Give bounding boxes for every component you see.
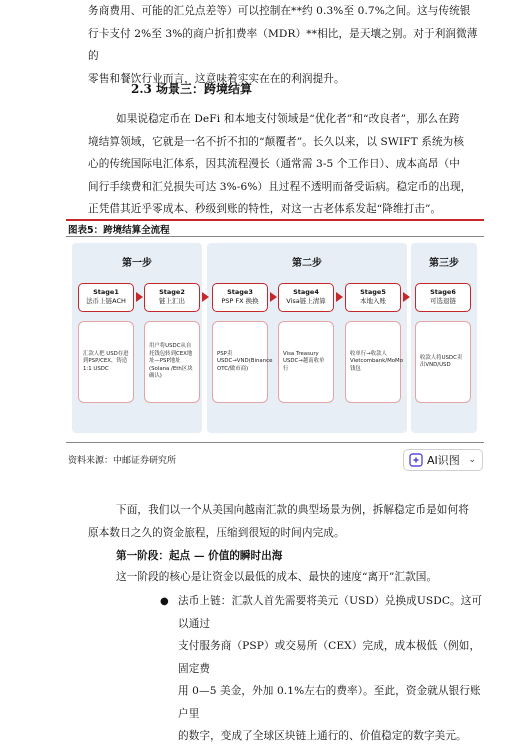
figure-source: 资料来源：中邮证券研究所 bbox=[68, 456, 177, 466]
detail-text: PSP卖USDC→VND(Binance OTC/做市商) bbox=[217, 350, 273, 372]
detail-text: Visa Treasury USDC→越南收单行 bbox=[283, 350, 325, 372]
phase-label: 第三步 bbox=[429, 258, 459, 269]
stage-3-detail bbox=[212, 321, 273, 403]
text-line: 的数字，变成了全球区块链上通行的、价值稳定的数字美元。 bbox=[178, 730, 467, 742]
stage-1-detail bbox=[78, 321, 134, 403]
stage-label: Stage2 bbox=[159, 288, 185, 296]
text-line: 正凭借其近乎零成本、秒级到账的特性，对这一古老体系发起“降维打击”。 bbox=[88, 203, 442, 215]
bullet-dot-icon: ● bbox=[160, 596, 169, 607]
stage-2-box bbox=[144, 283, 200, 312]
text-line: 下面，我们以一个从美国向越南汇款的典型场景为例，拆解稳定币是如何将 bbox=[116, 504, 469, 516]
detail-text: 汇款人把 USD存进到PSP/CEX，铸造1:1 USDC bbox=[83, 350, 129, 372]
section-heading: 2.3 场景三：跨境结算 bbox=[131, 82, 253, 96]
top-paragraph bbox=[88, 0, 488, 90]
stage-6-box bbox=[415, 283, 471, 312]
stage-label: Stage5 bbox=[360, 288, 386, 296]
ai-button-label: AI识图 bbox=[427, 454, 460, 467]
text-line: 用 0—5 美金，外加 0.1%左右的费率）。至此，资金就从银行账户里 bbox=[178, 685, 481, 720]
text-line: 境结算领域，它就是一名不折不扣的“颠覆者”。长久以来，以 SWIFT 系统为核 bbox=[88, 135, 465, 148]
text-line: 间行手续费和汇兑损失可达 3%-6%）且过程不透明而备受诟病。稳定币的出现， bbox=[88, 180, 472, 193]
figure-bottom-rule bbox=[66, 442, 484, 443]
bullet-paragraph bbox=[178, 590, 488, 748]
arrow-icon bbox=[403, 292, 410, 302]
text-line: 支付服务商（PSP）或交易所（CEX）完成，成本极低（例如，固定费 bbox=[178, 640, 481, 675]
chevron-down-icon[interactable]: ⌄ bbox=[468, 455, 476, 465]
stage-desc: 可选退链 bbox=[430, 297, 456, 305]
text-line: 法币上链：汇款人首先需要将美元（USD）兑换成USDC。这可以通过 bbox=[178, 595, 483, 630]
stage-2-detail bbox=[144, 321, 200, 403]
text-line: 务商费用、可能的汇兑点差等）可以控制在**约 0.3%至 0.7%之间。这与传统银 bbox=[88, 5, 471, 17]
figure-top-rule bbox=[66, 219, 484, 221]
stage-5-box bbox=[345, 283, 401, 312]
lower-paragraph bbox=[88, 499, 488, 544]
ai-recognize-button[interactable] bbox=[403, 449, 483, 471]
detail-text: 收款人将USDC卖出VND/USD bbox=[420, 354, 463, 368]
section-paragraph bbox=[88, 108, 488, 221]
stage-6-detail bbox=[415, 321, 471, 403]
stage-label: Stage3 bbox=[227, 288, 253, 296]
stage-5-detail bbox=[345, 321, 401, 403]
arrow-icon bbox=[270, 292, 277, 302]
phase-label: 第一步 bbox=[122, 258, 152, 269]
text-line: 心的传统国际电汇体系，因其流程漫长（通常需 3-5 个工作日）、成本高昂（中 bbox=[88, 158, 460, 170]
stage-1-box bbox=[78, 283, 134, 312]
stage-label: Stage4 bbox=[293, 288, 319, 296]
arrow-icon bbox=[136, 292, 143, 302]
ai-sparkle-icon bbox=[409, 453, 423, 467]
detail-text: 用户将USDC从自托钱包转到CEX地址—PSP地址(Solana /Eth区块确认) bbox=[149, 343, 193, 380]
stage-desc: 链上汇出 bbox=[159, 297, 185, 305]
stage-label: Stage1 bbox=[93, 288, 119, 296]
figure-title: 图表5：跨境结算全流程 bbox=[68, 225, 170, 236]
text-line: 零售和餐饮行业而言，这意味着实实在在的利润提升。 bbox=[88, 72, 345, 85]
stage-desc: 法币上链ACH bbox=[86, 297, 126, 305]
text-line: 行卡支付 2%至 3%的商户折扣费率（MDR）**相比，是天壤之别。对于利润微薄的 bbox=[88, 27, 478, 62]
text-line: 原本数日之久的资金旅程，压缩到很短的时间内完成。 bbox=[88, 526, 345, 539]
text-line: 这一阶段的核心是让资金以最低的成本、最快的速度“离开”汇款国。 bbox=[116, 571, 438, 583]
figure-title-rule bbox=[66, 236, 484, 237]
phase-heading: 第一阶段：起点 — 价值的瞬时出海 bbox=[116, 550, 283, 562]
phase-label: 第二步 bbox=[292, 258, 322, 269]
stage-desc: Visa链上清算 bbox=[286, 297, 326, 305]
arrow-icon bbox=[336, 292, 343, 302]
phase-intro bbox=[116, 566, 496, 589]
stage-desc: PSP FX 换换 bbox=[221, 297, 259, 305]
arrow-icon bbox=[202, 292, 209, 302]
stage-4-detail bbox=[278, 321, 334, 403]
stage-label: Stage6 bbox=[430, 288, 456, 296]
detail-text: 收单行→收款人Vietcombank/MoMo钱包 bbox=[350, 350, 403, 372]
stage-4-box bbox=[278, 283, 334, 312]
stage-3-box bbox=[212, 283, 268, 312]
stage-desc: 本地入账 bbox=[360, 297, 386, 305]
text-line: 如果说稳定币在 DeFi 和本地支付领域是“优化者”和“改良者”，那么在跨 bbox=[116, 113, 460, 125]
